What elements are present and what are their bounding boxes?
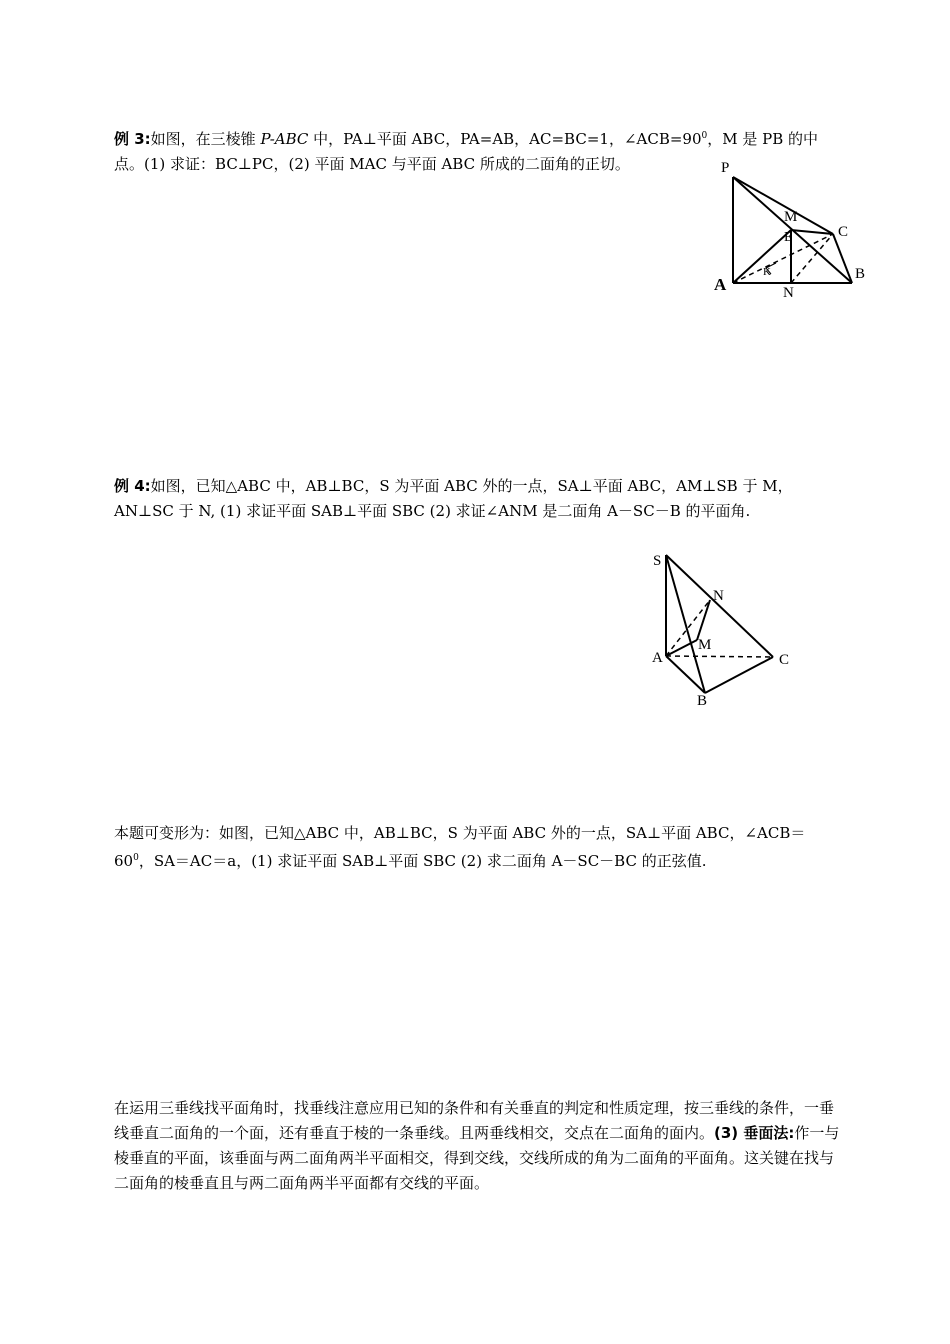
example-4-label-colon: : (144, 477, 151, 495)
example-4-figure (640, 545, 810, 715)
perpendicular-plane-method-colon: : (788, 1124, 795, 1142)
example-4-body: 如图，已知△ABC 中，AB⊥BC，S 为平面 ABC 外的一点，SA⊥平面 ABC，AM⊥SB 于 M，AN⊥SC 于 N, (1) 求证平面 SAB⊥平面 SBC (2) 求证∠ANM 是二面角 A－SC－B 的平面角. (114, 477, 793, 520)
label-m: M (784, 209, 798, 225)
example-3-text-part3: ，M 是 PB 的中点。(1) 求证：BC⊥PC，(2) 平面 MAC 与平面 ABC 所成的二面角的正切。 (114, 130, 819, 173)
example-3-pyramid-name: P-ABC (260, 130, 309, 148)
perpendicular-plane-method-text: 作一与棱垂直的平面，该垂面与两二面角两半平面相交，得到交线，交线所成的角为二面角的平面角。这关键在找与二面角的棱垂直且与两二面角两半平面都有交线的平面。 (114, 1124, 840, 1192)
label-k: K (763, 266, 771, 278)
label-n: N (713, 588, 724, 604)
label-b: B (697, 693, 708, 709)
example-3-figure (700, 150, 880, 300)
edge-sc (666, 555, 773, 657)
dashed-ac (733, 234, 833, 283)
variant-text-part1: 本题可变形为：如图，已知△ABC 中，AB⊥BC，S 为平面 ABC 外的一点，SA⊥平面 ABC，∠ACB＝60 (114, 824, 806, 870)
label-c: C (838, 224, 849, 240)
example-3-label-colon: : (144, 130, 151, 148)
label-s: S (653, 553, 662, 569)
label-e: E (784, 230, 793, 245)
label-c: C (779, 652, 790, 668)
label-a: A (714, 275, 727, 294)
segment-am (733, 230, 791, 283)
variant-text-part2: ，SA＝AC＝a，(1) 求证平面 SAB⊥平面 SBC (2) 求二面角 A－SC－BC 的正弦值. (138, 852, 707, 870)
dashed-nc (791, 234, 833, 283)
perpendicular-plane-method-label: (3) 垂面法 (714, 1124, 789, 1142)
method-note (114, 1096, 844, 1196)
dashed-ac (666, 656, 773, 657)
edge-pc (733, 177, 833, 234)
edge-sb (666, 555, 705, 693)
label-a: A (652, 650, 663, 666)
label-b: B (855, 266, 866, 282)
example-3-label: 例 3 (114, 130, 145, 148)
variant-text (114, 821, 844, 874)
example-4-text (114, 474, 844, 524)
example-3-text-part2: 中，PA⊥平面 ABC，PA=AB，AC=BC=1，∠ACB=90 (308, 130, 702, 148)
example-3-text-part1: 如图，在三棱锥 (150, 130, 261, 148)
label-n: N (783, 285, 794, 300)
three-perpendiculars-note: 在运用三垂线找平面角时，找垂线注意应用已知的条件和有关垂直的判定和性质定理，按三垂线的条件，一垂线垂直二面角的一个面，还有垂直于棱的一条垂线。且两垂线相交，交点在二面角的面内。 (114, 1099, 835, 1142)
segment-mn (697, 600, 710, 640)
example-3-degree-mark: 0 (701, 131, 708, 141)
label-p: P (721, 160, 730, 176)
label-m: M (698, 637, 712, 653)
edge-bc (705, 657, 773, 693)
variant-degree-mark: 0 (133, 853, 139, 863)
example-4-label: 例 4 (114, 477, 145, 495)
